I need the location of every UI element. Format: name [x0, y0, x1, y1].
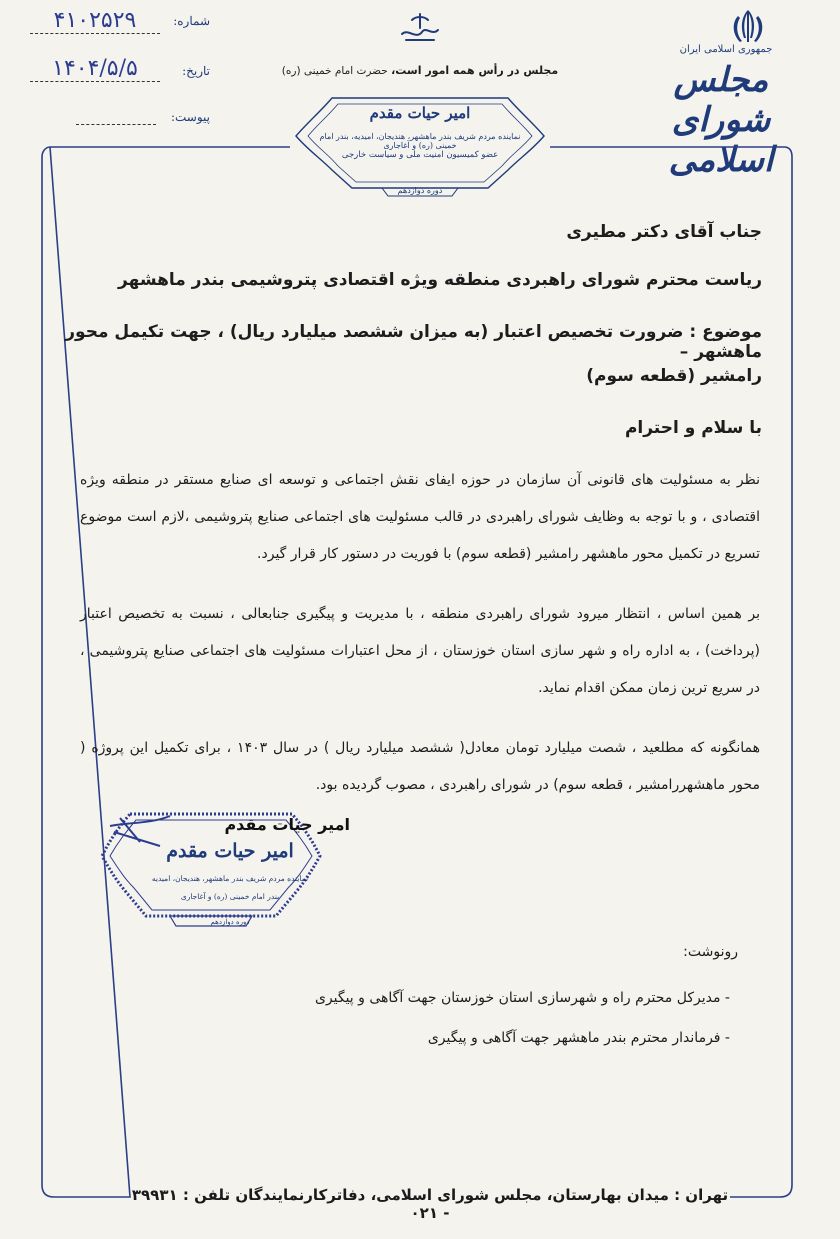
recipient-name: جناب آقای دکتر مطیری — [566, 222, 762, 242]
cartouche-name: امیر حیات مقدم — [369, 104, 471, 122]
cartouche-commission: عضو کمیسیون امنیت ملی و سیاست خارجی — [341, 150, 499, 160]
cartouche-term: دوره دوازدهم — [397, 186, 443, 195]
iran-emblem-icon — [720, 8, 776, 46]
quote-text: مجلس در رأس همه امور است، — [391, 64, 559, 77]
attachment-line — [76, 124, 156, 125]
letter-number: ۴۱۰۲۵۲۹ — [30, 8, 160, 34]
greeting: با سلام و احترام — [624, 418, 762, 438]
body-paragraph-3: همانگونه که مطلعید ، شصت میلیارد تومان معادل( ششصد میلیارد ریال ) در سال ۱۴۰۳ ، برای تکمیل این پروژه ( محور ماهشهررامشیر ، قطعه سوم) در شورای راهبردی ، مصوب گردیده بود. — [80, 740, 760, 793]
stamp-name: امیر حیات مقدم — [166, 840, 294, 862]
recipient-title: ریاست محترم شورای راهبردی منطقه ویژه اقتصادی پتروشیمی بندر ماهشهر — [118, 270, 762, 290]
body-paragraph-1: نظر به مسئولیت های قانونی آن سازمان در حوزه ایفای نقش اجتماعی و توسعه ای صنایع مستقر در منطقه ویژه اقتصادی ، و با توجه به وظایف شورای راهبردی در قالب مسئولیت های اجتماعی صنایع پتروشیمی ،لازم است موضوع تسریع در تکمیل محور ماهشهر رامشیر (قطعه سوم) با فوریت در دستور کار قرار گیرد. — [80, 472, 760, 562]
header-quote — [270, 64, 570, 77]
parliament-logo-text: مجلس شورای اسلامی — [668, 60, 774, 180]
footer-address: تهران : میدان بهارستان، مجلس شورای اسلامی، دفاترکارنمایندگان تلفن : ۳۹۹۳۱ - ۰۲۱ — [131, 1186, 729, 1222]
cc-label: رونوشت: — [683, 944, 738, 960]
emblem-caption: جمهوری اسلامی ایران — [679, 44, 773, 55]
bismillah-calligraphy-icon — [396, 10, 444, 46]
body-paragraph-2: بر همین اساس ، انتظار میرود شورای راهبردی منطقه ، با مدیریت و پیگیری جنابعالی ، نسبت به تخصیص اعتبار (پرداخت) ، به اداره راه و شهر سازی استان خوزستان ، از محل اعتبارات مسئولیت های اجتماعی صنایع پتروشیمی ، در سریع ترین زمان ممکن اقدام نماید. — [80, 606, 760, 696]
stamp-term: دوره دوازدهم — [210, 918, 250, 926]
stamp-constituency-2: بندر امام خمینی (ره) و آغاجاری — [180, 892, 280, 901]
stamp-constituency: نماینده مردم شریف بندر ماهشهر، هندیجان، امیدیه — [151, 874, 309, 883]
date-label: تاریخ: — [182, 64, 210, 78]
subject-line-2: رامشیر (قطعه سوم) — [586, 366, 762, 386]
cc-item: - مدیرکل محترم راه و شهرسازی استان خوزستان جهت آگاهی و پیگیری — [314, 990, 730, 1006]
attachment-label: پیوست: — [170, 110, 210, 124]
number-label: شماره: — [173, 14, 210, 28]
subject-line-1: موضوع : ضرورت تخصیص اعتبار (به میزان ششصد میلیارد ریال) ، جهت تکیمل محور ماهشهر – — [65, 322, 762, 362]
quote-author: حضرت امام خمینی (ره) — [281, 65, 388, 77]
letter-date: ۱۴۰۴/۵/۵ — [30, 56, 160, 82]
signatory-name: امیر حیات مقدم — [224, 815, 350, 834]
cartouche-constituency: نماینده مردم شریف بندر ماهشهر، هندیجان، امیدیه، بندر امام خمینی (ره) و آغاجاری — [319, 132, 521, 150]
cc-item: - فرماندار محترم بندر ماهشهر جهت آگاهی و پیگیری — [427, 1030, 730, 1046]
